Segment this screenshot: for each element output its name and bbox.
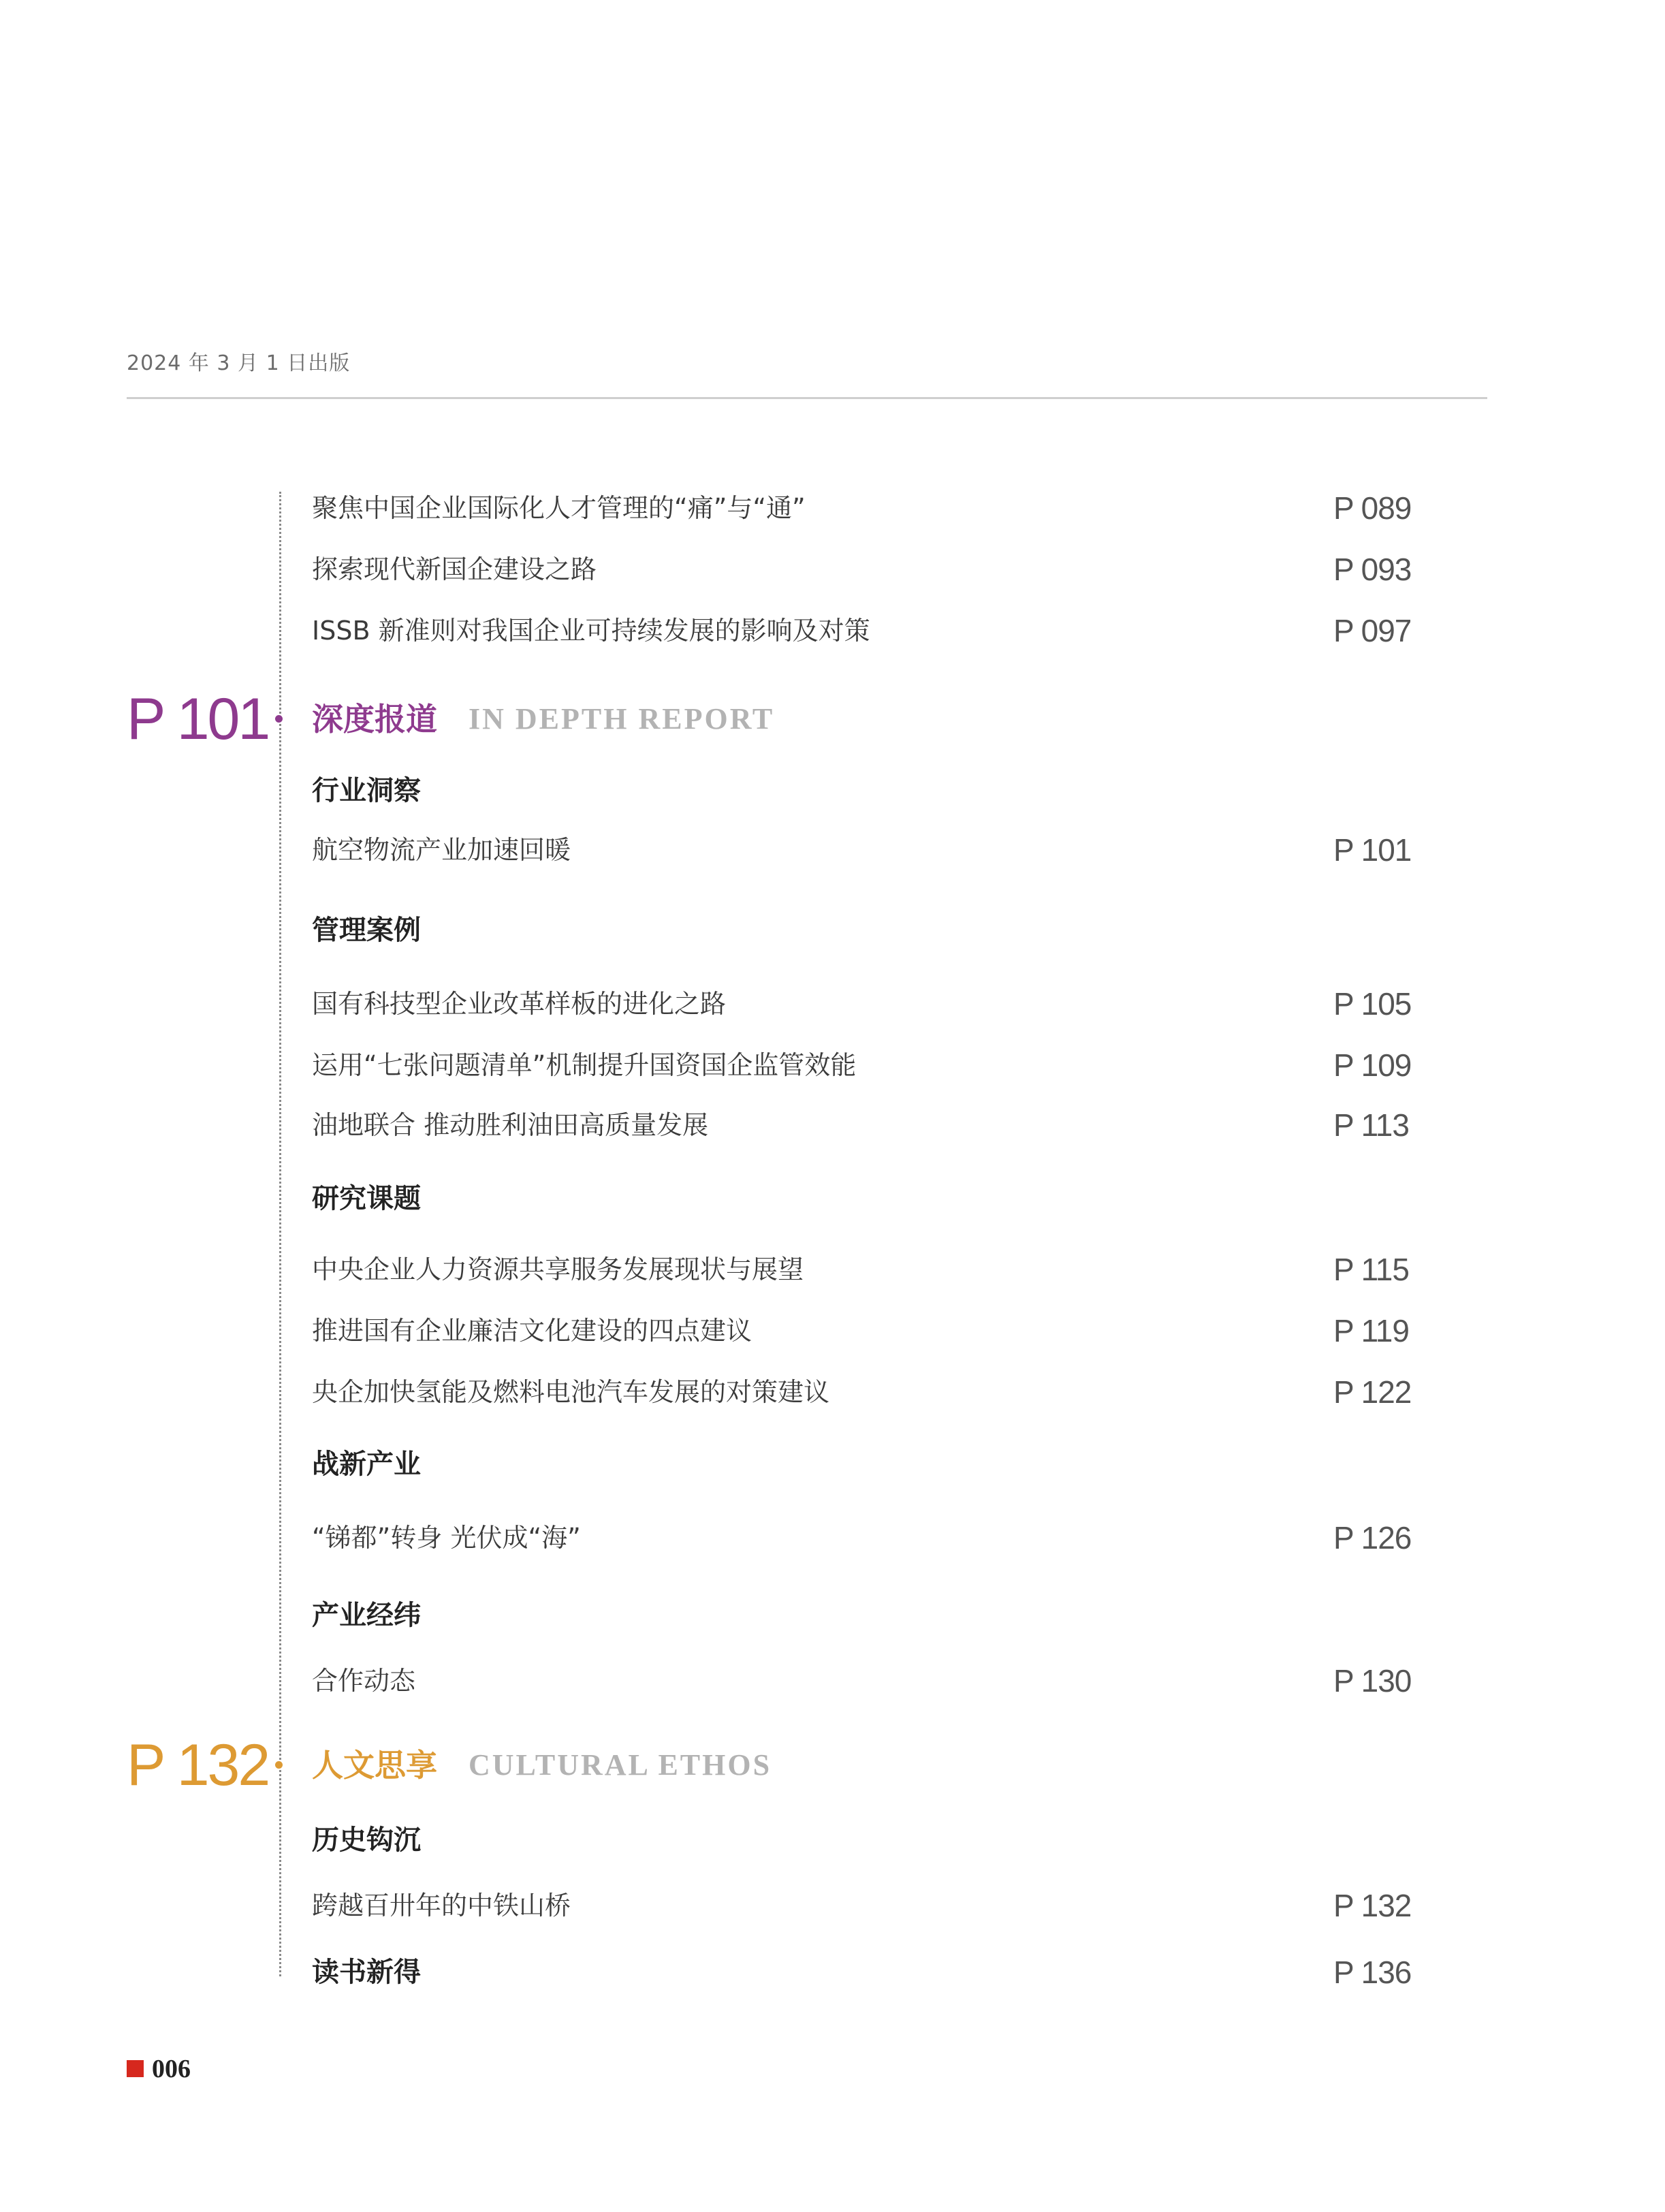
subsection-heading: 战新产业 xyxy=(312,1448,421,1480)
toc-entry[interactable] xyxy=(312,1310,1536,1351)
toc-entry[interactable] xyxy=(312,983,1536,1024)
entry-page: P 093 xyxy=(1333,552,1412,587)
subsection-heading: 产业经纬 xyxy=(312,1599,421,1631)
section-title-en: CULTURAL ETHOS xyxy=(469,1748,772,1782)
entry-page: P 119 xyxy=(1333,1313,1409,1348)
subsection-heading: 研究课题 xyxy=(312,1182,421,1214)
section-bullet xyxy=(275,1761,283,1769)
entry-title: ISSB 新准则对我国企业可持续发展的影响及对策 xyxy=(312,616,870,646)
section-page-number: P 132 xyxy=(127,1733,269,1798)
entry-title: 推进国有企业廉洁文化建设的四点建议 xyxy=(312,1316,752,1346)
entry-page: P 089 xyxy=(1333,490,1412,526)
entry-title: 油地联合 推动胜利油田高质量发展 xyxy=(312,1110,709,1140)
toc-entry[interactable] xyxy=(312,1517,1536,1558)
toc-entry[interactable] xyxy=(312,1249,1536,1290)
entry-page: P 113 xyxy=(1333,1107,1409,1143)
toc-entry[interactable] xyxy=(312,1105,1536,1146)
toc-entry[interactable] xyxy=(312,488,1536,528)
subsection-heading: 读书新得 xyxy=(312,1956,421,1988)
toc-entry[interactable] xyxy=(312,1660,1536,1701)
subsection-heading: 历史钩沉 xyxy=(312,1824,421,1856)
subsection-heading: 管理案例 xyxy=(312,914,421,946)
toc-entry[interactable] xyxy=(312,1952,1536,1993)
section-title-en: IN DEPTH REPORT xyxy=(469,702,775,736)
toc-entry[interactable] xyxy=(312,610,1536,651)
entry-title: 聚焦中国企业国际化人才管理的“痛”与“通” xyxy=(312,493,806,523)
section-page-number: P 101 xyxy=(127,686,269,752)
entry-page: P 126 xyxy=(1333,1520,1412,1555)
entry-title: 探索现代新国企建设之路 xyxy=(312,554,597,584)
subsection-heading: 行业洞察 xyxy=(312,774,421,806)
entry-title: 国有科技型企业改革样板的进化之路 xyxy=(312,989,727,1019)
toc-entry[interactable] xyxy=(312,1372,1536,1412)
toc-entry[interactable] xyxy=(312,830,1536,870)
entry-page: P 132 xyxy=(1333,1888,1412,1923)
entry-title: 中央企业人力资源共享服务发展现状与展望 xyxy=(312,1254,804,1284)
header-divider xyxy=(127,397,1487,399)
entry-title: 航空物流产业加速回暖 xyxy=(312,835,571,865)
toc-entry[interactable] xyxy=(312,549,1536,590)
section-title: 人文思享 xyxy=(312,1747,437,1784)
entry-page: P 136 xyxy=(1333,1955,1412,1990)
page-marker-square xyxy=(127,2060,144,2077)
entry-page: P 105 xyxy=(1333,986,1412,1022)
section-title: 深度报道 xyxy=(312,701,437,738)
toc-entry[interactable] xyxy=(312,1885,1536,1926)
entry-title: 合作动态 xyxy=(312,1666,416,1696)
publish-date: 2024 年 3 月 1 日出版 xyxy=(127,351,351,375)
entry-title: “锑都”转身 光伏成“海” xyxy=(312,1523,581,1553)
entry-title: 运用“七张问题清单”机制提升国资国企监管效能 xyxy=(312,1050,857,1080)
entry-page: P 122 xyxy=(1333,1374,1412,1410)
section-bullet xyxy=(275,715,283,723)
entry-page: P 109 xyxy=(1333,1047,1412,1083)
entry-title: 跨越百卅年的中铁山桥 xyxy=(312,1891,571,1921)
page-number: 006 xyxy=(152,2055,191,2083)
entry-page: P 115 xyxy=(1333,1252,1409,1287)
toc-entry[interactable] xyxy=(312,1045,1536,1086)
entry-title: 央企加快氢能及燃料电池汽车发展的对策建议 xyxy=(312,1377,830,1407)
entry-page: P 101 xyxy=(1333,832,1412,868)
toc-dotted-guide xyxy=(279,492,281,1976)
entry-page: P 097 xyxy=(1333,613,1412,648)
entry-page: P 130 xyxy=(1333,1663,1412,1698)
